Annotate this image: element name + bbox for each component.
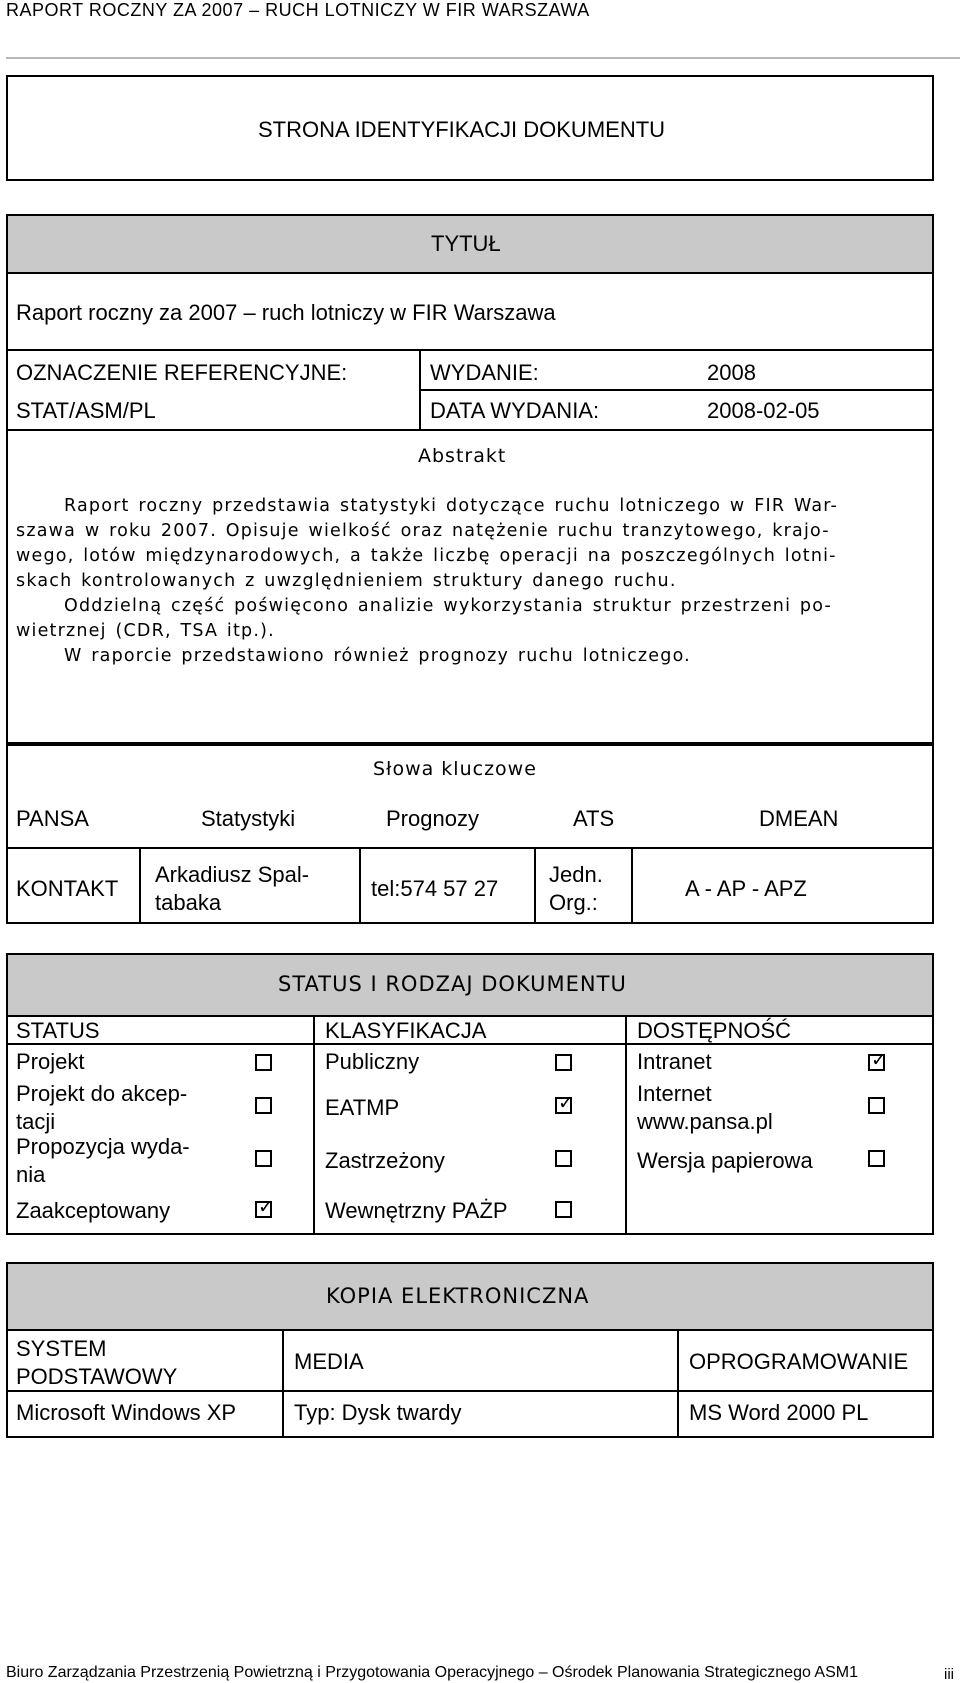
- electronic-title: KOPIA ELEKTRONICZNA: [326, 1284, 590, 1308]
- classification-wewnetrzny-checkbox[interactable]: [555, 1201, 572, 1218]
- divider: [8, 847, 932, 849]
- contact-unit-line: Org.:: [549, 890, 598, 915]
- status-item-label: [16, 1080, 187, 1136]
- access-wersja-papierowa-checkbox[interactable]: [868, 1150, 885, 1167]
- access-item-label: Intranet: [637, 1049, 712, 1074]
- system-value: Microsoft Windows XP: [16, 1400, 237, 1425]
- divider: [625, 1015, 627, 1233]
- check-mark-icon: ✓: [871, 1050, 887, 1071]
- access-column-header: DOSTĘPNOŚĆ: [637, 1018, 792, 1043]
- classification-item-label: Publiczny: [325, 1049, 420, 1074]
- keyword: Statystyki: [201, 806, 296, 831]
- divider: [8, 272, 932, 274]
- status-zaakceptowany-checkbox[interactable]: [255, 1197, 274, 1218]
- identification-title: STRONA IDENTYFIKACJI DOKUMENTU: [258, 117, 666, 142]
- divider: [677, 1329, 679, 1436]
- contact-name-line: tabaka: [155, 890, 222, 915]
- keyword: Prognozy: [386, 806, 479, 831]
- abstract-line: skach kontrolowanych z uwzględnieniem struktury danego ruchu.: [16, 571, 677, 591]
- divider: [8, 1390, 932, 1392]
- abstract-line: W raporcie przedstawiono również prognozy ruchu lotniczego.: [64, 646, 691, 666]
- media-value: Typ: Dysk twardy: [294, 1400, 462, 1425]
- contact-unit-line: Jedn.: [549, 862, 603, 887]
- classification-item-label: Wewnętrzny PAŻP: [325, 1198, 508, 1223]
- access-item-label: [637, 1080, 773, 1136]
- media-label: MEDIA: [294, 1349, 364, 1374]
- access-internet-checkbox[interactable]: [868, 1097, 885, 1114]
- access-intranet-checkbox[interactable]: [868, 1050, 887, 1071]
- status-item-line: Propozycja wyda-: [16, 1134, 190, 1159]
- divider: [419, 389, 932, 391]
- title-value: Raport roczny za 2007 – ruch lotniczy w FIR Warszawa: [16, 300, 556, 325]
- abstract-line: wego, lotów międzynarodowych, a także liczbę operacji na poszczególnych lotni-: [16, 546, 837, 566]
- reference-value: STAT/ASM/PL: [16, 398, 156, 423]
- reference-label: OZNACZENIE REFERENCYJNE:: [16, 360, 348, 385]
- access-item-label: Wersja papierowa: [637, 1148, 813, 1173]
- contact-name-line: Arkadiusz Spal-: [155, 862, 310, 887]
- abstract-line: Oddzielną część poświęcono analizie wykorzystania struktur przestrzeni po-: [64, 596, 832, 616]
- status-item-line: Projekt do akcep-: [16, 1081, 188, 1106]
- header-rule: [6, 57, 960, 59]
- status-item-label: [16, 1133, 190, 1189]
- date-label: DATA WYDANIA:: [430, 398, 600, 423]
- keyword: PANSA: [16, 806, 89, 831]
- divider: [8, 1329, 932, 1331]
- access-item-line: www.pansa.pl: [637, 1109, 773, 1134]
- divider: [313, 1015, 315, 1233]
- page-number: iii: [944, 1666, 954, 1683]
- divider: [359, 847, 361, 922]
- status-propozycja-wydania-checkbox[interactable]: [255, 1150, 272, 1167]
- contact-label: KONTAKT: [16, 876, 119, 901]
- divider: [139, 847, 141, 922]
- system-label-line: SYSTEM: [16, 1336, 107, 1361]
- system-label: [16, 1335, 177, 1391]
- status-item-label: Zaakceptowany: [16, 1198, 171, 1223]
- system-label-line: PODSTAWOWY: [16, 1364, 178, 1389]
- page-header: RAPORT ROCZNY ZA 2007 – RUCH LOTNICZY W FIR WARSZAWA: [6, 0, 590, 20]
- divider: [631, 847, 633, 922]
- edition-value: 2008: [707, 360, 756, 385]
- keyword: DMEAN: [759, 806, 839, 831]
- status-projekt-do-akceptacji-checkbox[interactable]: [255, 1097, 272, 1114]
- status-title: STATUS I RODZAJ DOKUMENTU: [278, 972, 627, 996]
- abstract-title: Abstrakt: [418, 445, 507, 467]
- check-mark-icon: ✓: [258, 1197, 274, 1218]
- divider: [8, 1043, 932, 1045]
- divider: [8, 429, 932, 431]
- classification-publiczny-checkbox[interactable]: [555, 1054, 572, 1071]
- page-footer: Biuro Zarządzania Przestrzenią Powietrzną i Przygotowania Operacyjnego – Ośrodek Planowania Strategicznego ASM1: [6, 1664, 858, 1681]
- contact-unit-label: [549, 861, 603, 917]
- status-item-line: nia: [16, 1162, 46, 1187]
- divider: [8, 1015, 932, 1017]
- contact-name: [155, 861, 309, 917]
- abstract-line: Raport roczny przedstawia statystyki dotyczące ruchu lotniczego w FIR War-: [64, 496, 839, 516]
- abstract-line: szawa w roku 2007. Opisuje wielkość oraz natężenie ruchu tranzytowego, krajo-: [16, 521, 830, 541]
- access-item-line: Internet: [637, 1081, 712, 1106]
- classification-eatmp-checkbox[interactable]: [555, 1093, 574, 1114]
- status-column-header: STATUS: [16, 1018, 100, 1043]
- divider: [534, 847, 536, 922]
- status-item-line: tacji: [16, 1109, 56, 1134]
- keywords-title: Słowa kluczowe: [373, 758, 537, 780]
- contact-unit-value: A - AP - APZ: [685, 876, 807, 901]
- title-label: TYTUŁ: [431, 231, 501, 256]
- date-value: 2008-02-05: [707, 398, 820, 423]
- abstract-line: wietrznej (CDR, TSA itp.).: [16, 621, 275, 641]
- status-item-label: Projekt: [16, 1049, 85, 1074]
- status-projekt-checkbox[interactable]: [255, 1054, 272, 1071]
- divider: [282, 1329, 284, 1436]
- software-value: MS Word 2000 PL: [689, 1400, 869, 1425]
- divider: [8, 349, 932, 351]
- keyword: ATS: [573, 806, 615, 831]
- classification-item-label: EATMP: [325, 1095, 400, 1120]
- check-mark-icon: ✓: [558, 1093, 574, 1114]
- classification-item-label: Zastrzeżony: [325, 1148, 445, 1173]
- contact-phone: tel:574 57 27: [371, 876, 499, 901]
- software-label: OPROGRAMOWANIE: [689, 1349, 909, 1374]
- classification-column-header: KLASYFIKACJA: [325, 1018, 487, 1043]
- edition-label: WYDANIE:: [430, 360, 539, 385]
- classification-zastrzezony-checkbox[interactable]: [555, 1150, 572, 1167]
